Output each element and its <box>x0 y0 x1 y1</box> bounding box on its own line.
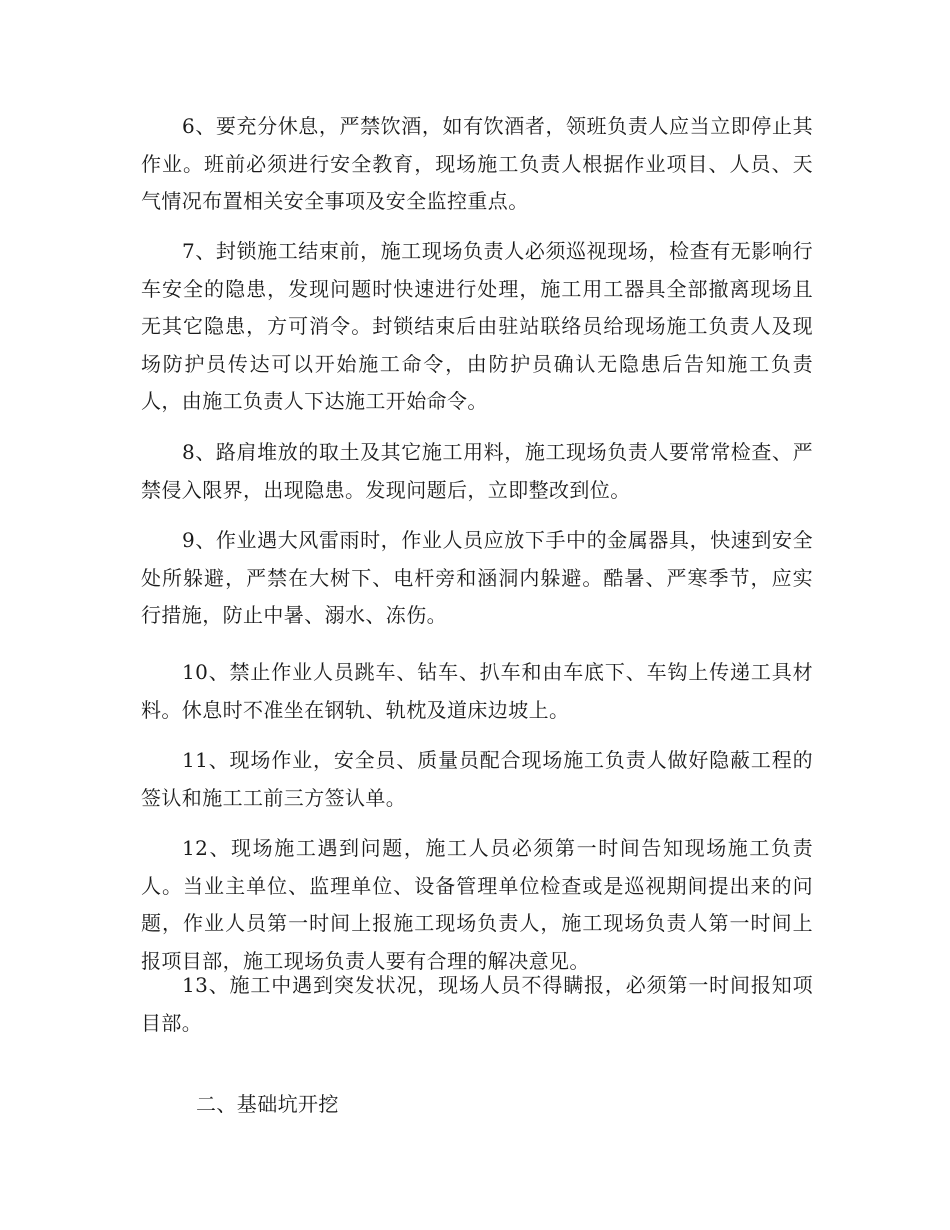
paragraph-item-8: 8、路肩堆放的取土及其它施工用料，施工现场负责人要常常检查、严禁侵入限界，出现隐患。发现问题后，立即整改到位。 <box>141 440 813 502</box>
paragraph-item-11: 11、现场作业，安全员、质量员配合现场施工负责人做好隐蔽工程的签认和施工工前三方签认单。 <box>141 748 813 810</box>
section-heading: 二、基础坑开挖 <box>196 1092 339 1116</box>
paragraph-item-13: 13、施工中遇到突发状况，现场人员不得瞒报，必须第一时间报知项目部。 <box>141 973 813 1035</box>
paragraph-item-12: 12、现场施工遇到问题，施工人员必须第一时间告知现场施工负责人。当业主单位、监理单位、设备管理单位检查或是巡视期间提出来的问题，作业人员第一时间上报施工现场负责人，施工现场负责人第一时间上报项目部，施工现场负责人要有合理的解决意见。 <box>141 836 813 973</box>
paragraph-item-6: 6、要充分休息，严禁饮酒，如有饮酒者，领班负责人应当立即停止其作业。班前必须进行安全教育，现场施工负责人根据作业项目、人员、天气情况布置相关安全事项及安全监控重点。 <box>141 114 813 214</box>
paragraph-item-10: 10、禁止作业人员跳车、钻车、扒车和由车底下、车钩上传递工具材料。休息时不准坐在钢轨、轨枕及道床边坡上。 <box>141 660 813 722</box>
paragraph-item-9: 9、作业遇大风雷雨时，作业人员应放下手中的金属器具，快速到安全处所躲避，严禁在大树下、电杆旁和涵洞内躲避。酷暑、严寒季节，应实行措施，防止中暑、溺水、冻伤。 <box>141 528 813 628</box>
paragraph-item-7: 7、封锁施工结束前，施工现场负责人必须巡视现场，检查有无影响行车安全的隐患，发现问题时快速进行处理，施工用工器具全部撤离现场且无其它隐患，方可消令。封锁结束后由驻站联络员给现场施工负责人及现场防护员传达可以开始施工命令，由防护员确认无隐患后告知施工负责人，由施工负责人下达施工开始命令。 <box>141 239 813 414</box>
